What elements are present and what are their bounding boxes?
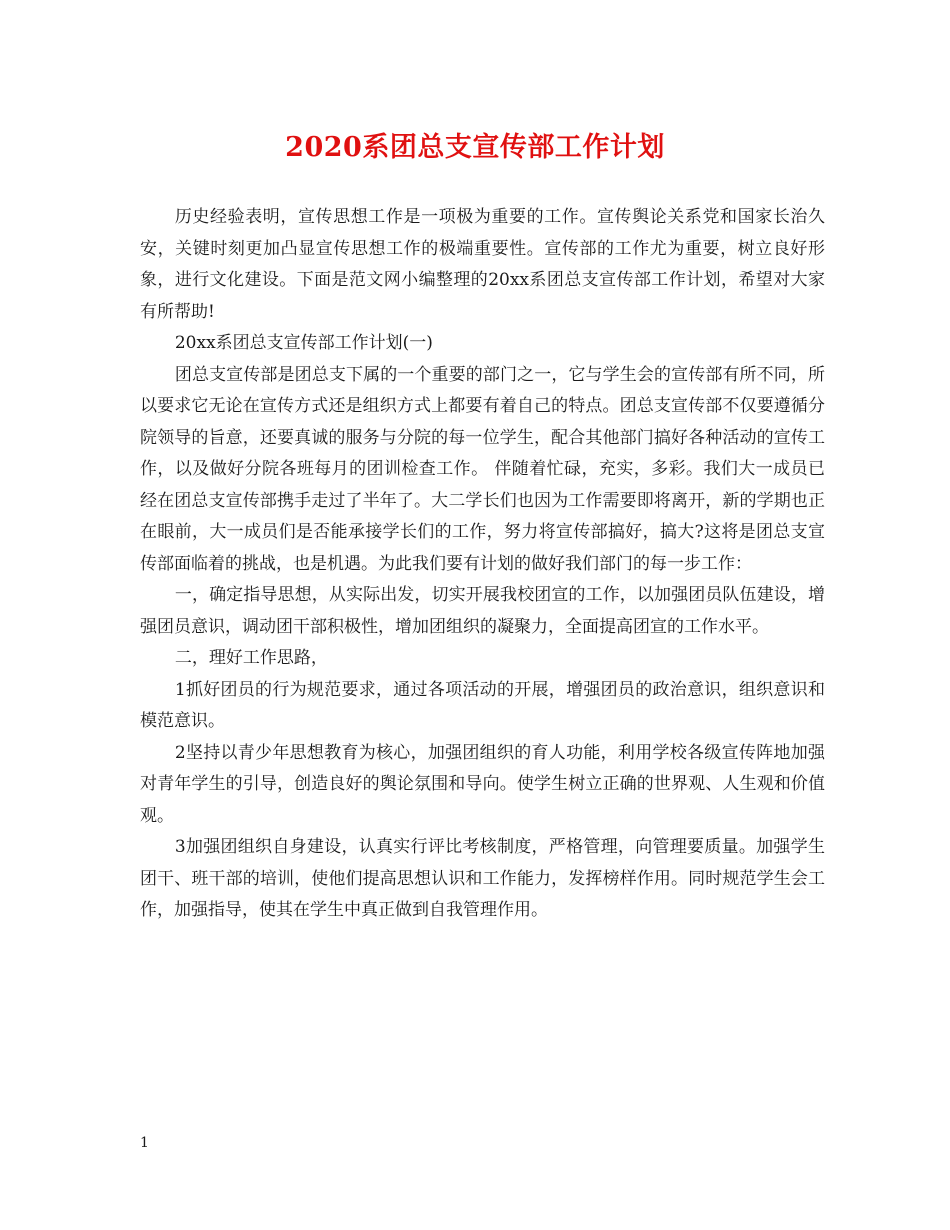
paragraph-intro: 历史经验表明，宣传思想工作是一项极为重要的工作。宣传舆论关系党和国家长治久安，关键时刻更加凸显宣传思想工作的极端重要性。宣传部的工作尤为重要，树立良好形象，进行文化建设。下面是范文网小编整理的20xx系团总支宣传部工作计划，希望对大家有所帮助! xyxy=(140,207,825,322)
document-title: 2020系团总支宣传部工作计划 xyxy=(285,132,665,163)
paragraph-item-2: 2坚持以青少年思想教育为核心，加强团组织的育人功能，利用学校各级宣传阵地加强对青年学生的引导，创造良好的舆论氛围和导向。使学生树立正确的世界观、人生观和价值观。 xyxy=(140,742,825,826)
paragraph-guiding-thought: 一，确定指导思想，从实际出发，切实开展我校团宣的工作，以加强团员队伍建设，增强团员意识，调动团干部积极性，增加团组织的凝聚力，全面提高团宣的工作水平。 xyxy=(140,585,825,637)
paragraph-section-heading: 20xx系团总支宣传部工作计划(一) xyxy=(174,333,433,353)
page-number: 1 xyxy=(140,1135,149,1151)
paragraph-item-1: 1抓好团员的行为规范要求，通过各项活动的开展，增强团员的政治意识，组织意识和模范意识。 xyxy=(140,679,825,731)
paragraph-work-approach: 二，理好工作思路， xyxy=(174,648,328,668)
paragraph-department-overview: 团总支宣传部是团总支下属的一个重要的部门之一，它与学生会的宣传部有所不同，所以要求它无论在宣传方式还是组织方式上都要有着自己的特点。团总支宣传部不仅要遵循分院领导的旨意，还要真诚的服务与分院的每一位学生，配合其他部门搞好各种活动的宣传工作，以及做好分院各班每月的团训检查工作。 伴随着忙碌，充实，多彩。我们大一成员已经在团总支宣传部携手走过了半年了。大二学长们也因为工作需要即将离开，新的学期也正在眼前，大一成员们是否能承接学长们的工作，努力将宣传部搞好，搞大?这将是团总支宣传部面临着的挑战，也是机遇。为此我们要有计划的做好我们部门的每一步工作： xyxy=(140,364,825,574)
paragraph-item-3: 3加强团组织自身建设，认真实行评比考核制度，严格管理，向管理要质量。加强学生团干、班干部的培训，使他们提高思想认识和工作能力，发挥榜样作用。同时规范学生会工作，加强指导，使其在学生中真正做到自我管理作用。 xyxy=(140,837,825,920)
document-body xyxy=(140,202,825,927)
